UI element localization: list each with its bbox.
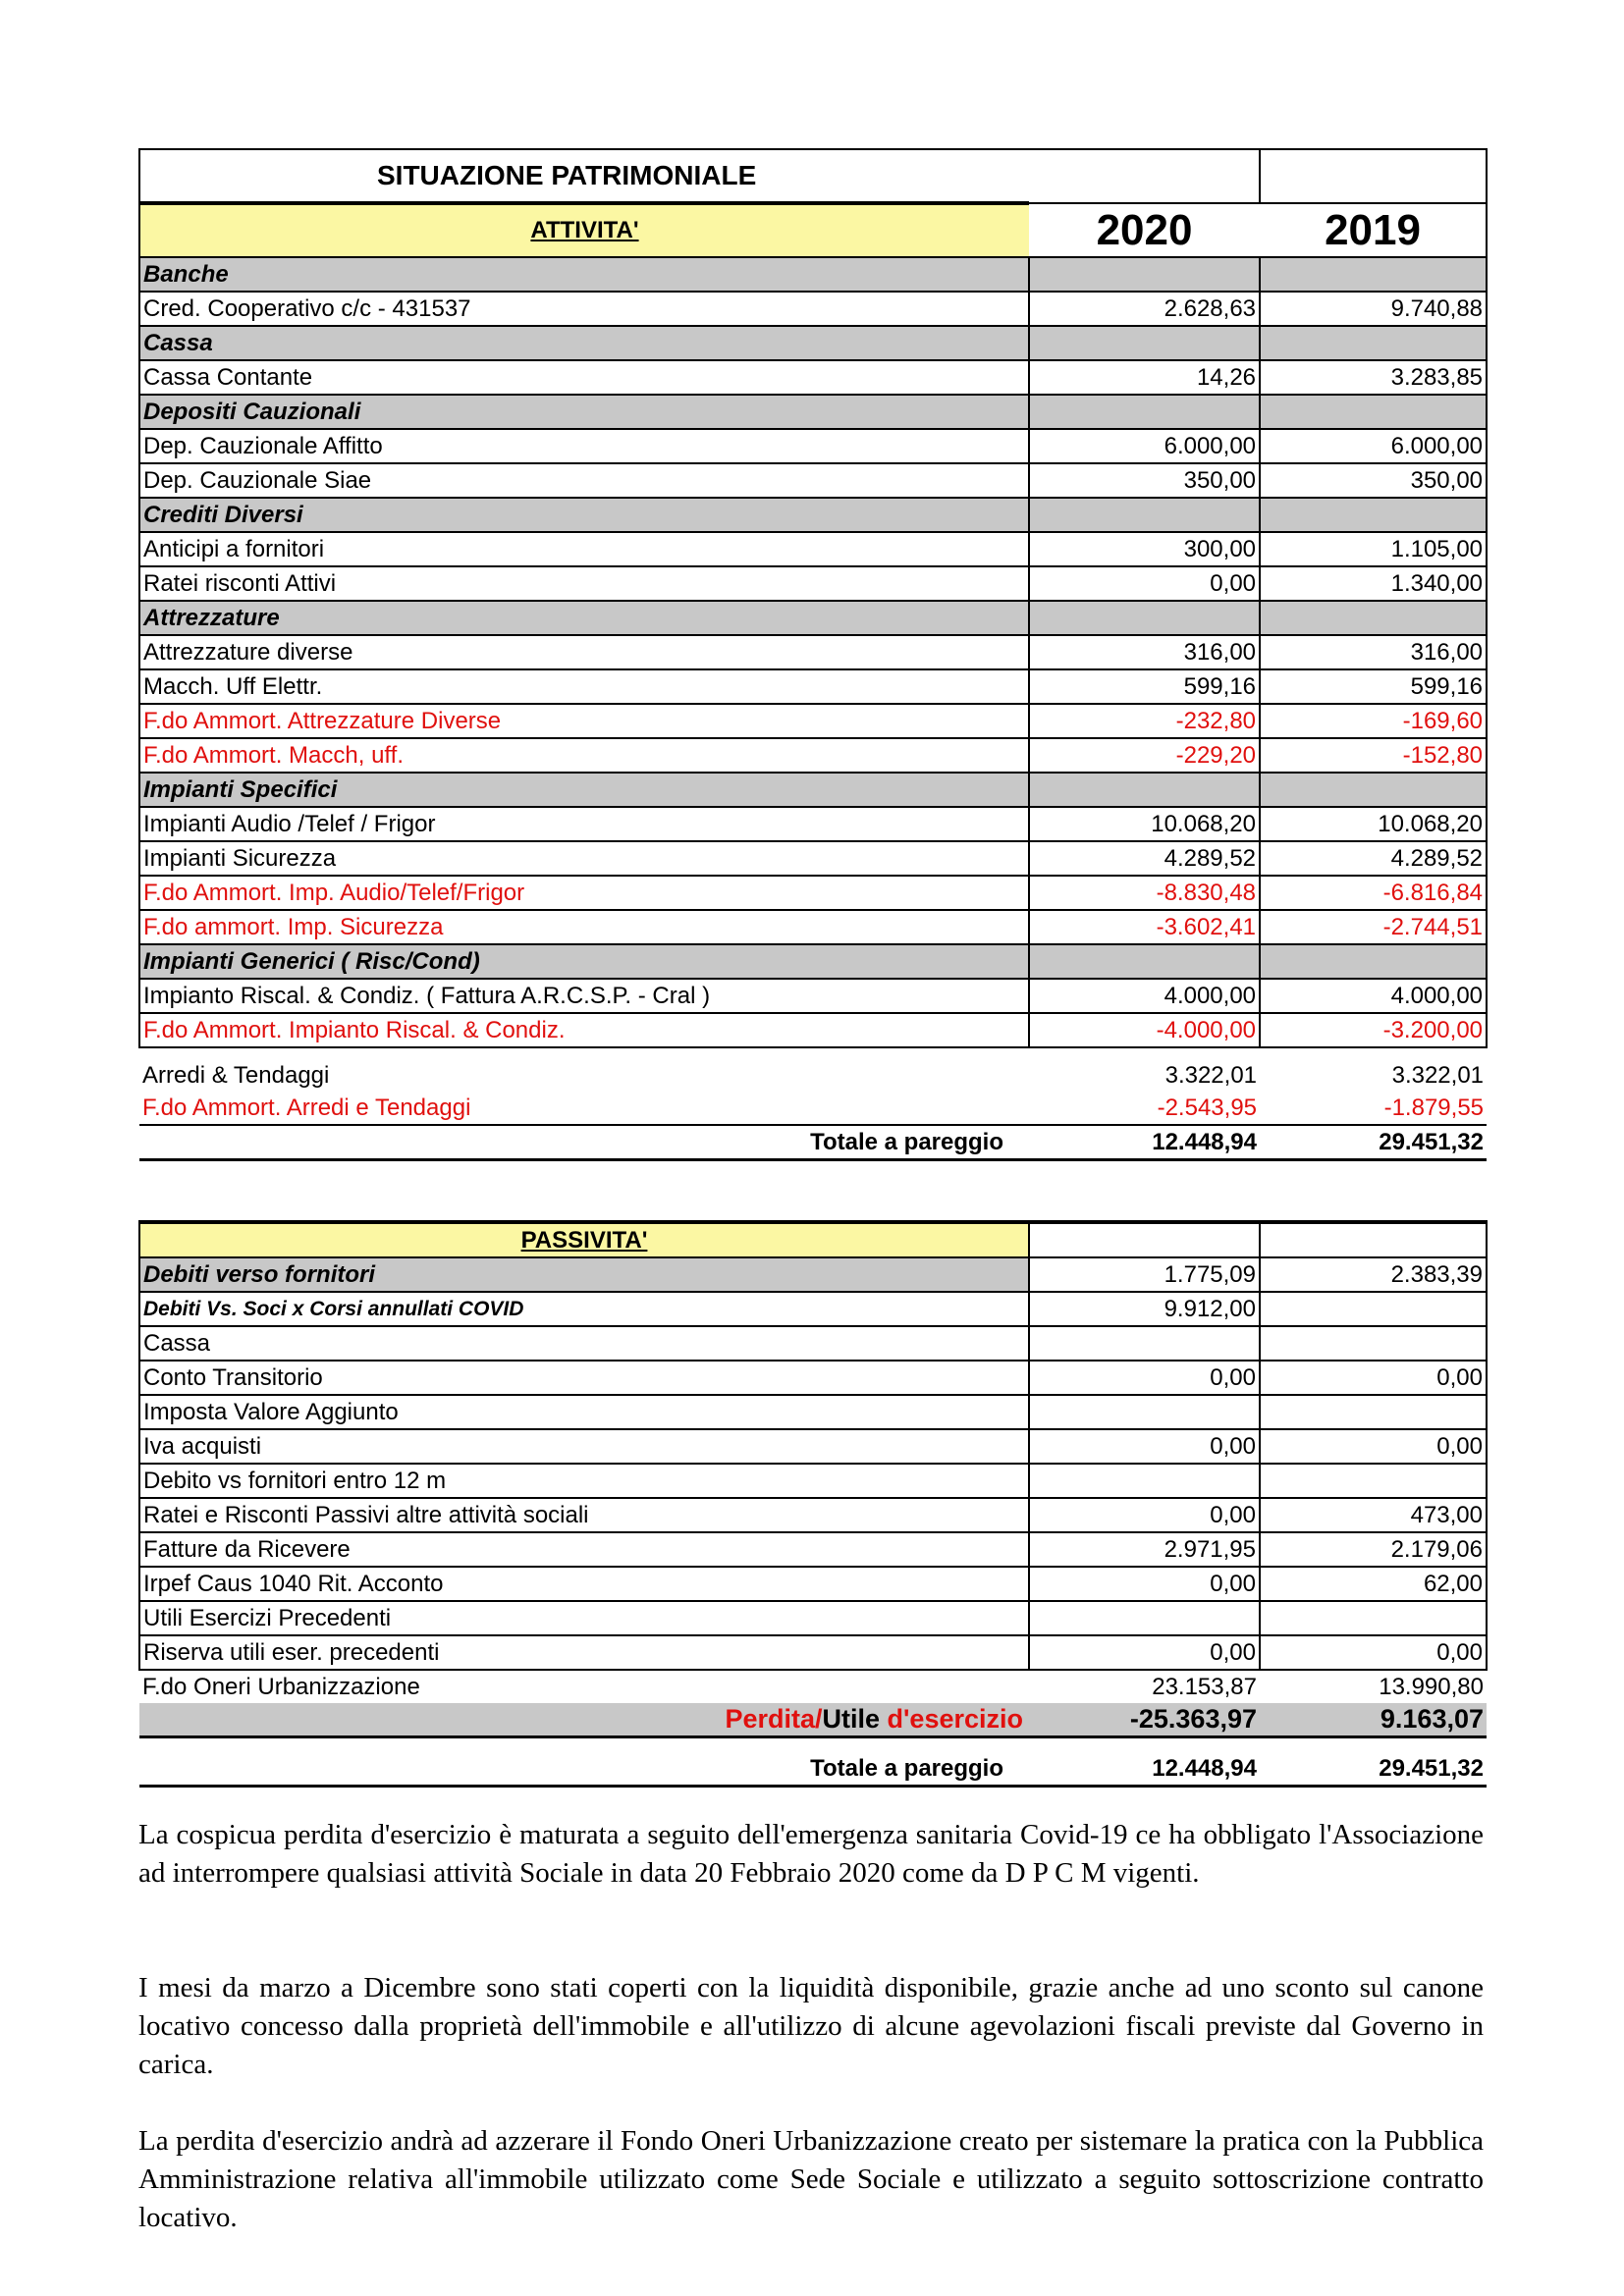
item-label: Impianti Audio /Telef / Frigor	[139, 807, 1029, 841]
item-label: Utili Esercizi Precedenti	[139, 1601, 1029, 1635]
total-2020: 12.448,94	[1029, 1125, 1260, 1160]
value-2020: 14,26	[1029, 360, 1260, 395]
item-label: Cassa Contante	[139, 360, 1029, 395]
section-label: Attrezzature	[139, 601, 1029, 635]
item-label: Dep. Cauzionale Siae	[139, 463, 1029, 498]
value-2020: -229,20	[1029, 738, 1260, 773]
value-2019: 4.289,52	[1260, 841, 1487, 876]
value-2020: 2.628,63	[1029, 292, 1260, 326]
value-2019: 9.740,88	[1260, 292, 1487, 326]
table-row	[139, 1670, 1487, 1703]
value-2020: 350,00	[1029, 463, 1260, 498]
table-row	[139, 532, 1487, 566]
attivita-header: ATTIVITA'	[139, 203, 1029, 257]
year-2020-header: 2020	[1029, 203, 1260, 257]
section-row	[139, 601, 1487, 635]
table-row	[139, 292, 1487, 326]
value-2020	[1029, 1464, 1260, 1498]
value-2020: 300,00	[1029, 532, 1260, 566]
item-label: Attrezzature diverse	[139, 635, 1029, 669]
value-2019: 316,00	[1260, 635, 1487, 669]
value-2020: 599,16	[1029, 669, 1260, 704]
table-row	[139, 1047, 1487, 1092]
note-paragraph-2: I mesi da marzo a Dicembre sono stati coperti con la liquidità disponibile, grazie anche ad uno sconto sul canone locativo concesso dalla proprietà dell'immobile e all'utilizzo di alcune agevolazioni fiscali previste dal Governo in carica.	[138, 1972, 1484, 2080]
section-label: Impianti Specifici	[139, 773, 1029, 807]
item-label: F.do Ammort. Arredi e Tendaggi	[139, 1092, 1029, 1125]
table-row	[139, 669, 1487, 704]
item-label: F.do Ammort. Macch, uff.	[139, 738, 1029, 773]
value-2019: -1.879,55	[1260, 1092, 1487, 1125]
table-row	[139, 1257, 1487, 1292]
section-empty-2020	[1029, 773, 1260, 807]
table-row	[139, 1532, 1487, 1567]
value-2019: 3.322,01	[1391, 1062, 1485, 1089]
section-empty-2019	[1260, 601, 1487, 635]
value-2019: -2.744,51	[1260, 910, 1487, 944]
value-2020: -4.000,00	[1029, 1013, 1260, 1047]
value-2019: 4.000,00	[1260, 979, 1487, 1013]
value-2019: 473,00	[1260, 1498, 1487, 1532]
balance-title: SITUAZIONE PATRIMONIALE	[139, 149, 1260, 203]
value-2020: -232,80	[1029, 704, 1260, 738]
value-2020: 23.153,87	[1152, 1674, 1257, 1700]
section-empty-2020	[1029, 601, 1260, 635]
section-row	[139, 498, 1487, 532]
item-label: F.do Ammort. Impianto Riscal. & Condiz.	[139, 1013, 1029, 1047]
value-2020	[1029, 1395, 1260, 1429]
section-label: Impianti Generici ( Risc/Cond)	[139, 944, 1029, 979]
value-2019: 13.990,80	[1379, 1674, 1484, 1700]
value-2019	[1260, 1601, 1487, 1635]
value-2019: 3.283,85	[1260, 360, 1487, 395]
result-label-suffix: d'esercizio	[880, 1704, 1023, 1734]
section-label: Cassa	[139, 326, 1029, 360]
table-row	[139, 1395, 1487, 1429]
item-label: Fatture da Ricevere	[139, 1532, 1029, 1567]
item-label: F.do ammort. Imp. Sicurezza	[139, 910, 1029, 944]
spacer	[139, 1737, 1029, 1753]
passivita-header-empty-2020	[1029, 1222, 1260, 1257]
section-empty-2019	[1260, 326, 1487, 360]
item-label: Irpef Caus 1040 Rit. Acconto	[139, 1567, 1029, 1601]
table-row	[139, 910, 1487, 944]
value-2019: 0,00	[1260, 1361, 1487, 1395]
item-label: Impianto Riscal. & Condiz. ( Fattura A.R.C.S.P. - Cral )	[139, 979, 1029, 1013]
item-label: Iva acquisti	[139, 1429, 1029, 1464]
value-2020: 2.971,95	[1029, 1532, 1260, 1567]
item-label: Cassa	[139, 1326, 1029, 1361]
item-label: Riserva utili eser. precedenti	[139, 1635, 1029, 1670]
passivita-header: PASSIVITA'	[139, 1222, 1029, 1257]
section-empty-2019	[1260, 498, 1487, 532]
value-2019: -6.816,84	[1260, 876, 1487, 910]
value-2019	[1260, 1326, 1487, 1361]
table-row	[139, 1429, 1487, 1464]
total-2019: 29.451,32	[1260, 1752, 1487, 1787]
item-label: Conto Transitorio	[139, 1361, 1029, 1395]
total-2020: 12.448,94	[1029, 1752, 1260, 1787]
section-label: Banche	[139, 257, 1029, 292]
value-2019: 599,16	[1260, 669, 1487, 704]
result-2019: 9.163,07	[1260, 1703, 1487, 1737]
section-row	[139, 257, 1487, 292]
item-label: Macch. Uff Elettr.	[139, 669, 1029, 704]
value-2019: -169,60	[1260, 704, 1487, 738]
table-row	[139, 876, 1487, 910]
total-row	[139, 1752, 1487, 1787]
value-2020	[1029, 1601, 1260, 1635]
year-2019-header: 2019	[1260, 203, 1487, 257]
table-row	[139, 360, 1487, 395]
value-2019: 10.068,20	[1260, 807, 1487, 841]
passivita-header-row	[139, 1222, 1487, 1257]
note-paragraph-3: La perdita d'esercizio andrà ad azzerare il Fondo Oneri Urbanizzazione creato per sistemare la pratica con la Pubblica Amministrazione relativa all'immobile utilizzato come Sede Sociale e utilizzato a seguito sottoscrizione contratto locativo.	[138, 2125, 1484, 2233]
section-empty-2020	[1029, 257, 1260, 292]
spacer	[1029, 1737, 1260, 1753]
value-2020: 1.775,09	[1029, 1257, 1260, 1292]
table-row	[139, 1635, 1487, 1670]
table-row	[139, 429, 1487, 463]
section-empty-2019	[1260, 257, 1487, 292]
item-label: Cred. Cooperativo c/c - 431537	[139, 292, 1029, 326]
value-2019: 1.340,00	[1260, 566, 1487, 601]
table-row	[139, 1361, 1487, 1395]
value-2020: 0,00	[1029, 1635, 1260, 1670]
spacer	[1260, 1737, 1487, 1753]
value-2019: -3.200,00	[1260, 1013, 1487, 1047]
section-row	[139, 326, 1487, 360]
value-2019: 62,00	[1260, 1567, 1487, 1601]
value-2020: 6.000,00	[1029, 429, 1260, 463]
value-2020: -8.830,48	[1029, 876, 1260, 910]
table-row	[139, 979, 1487, 1013]
table-row	[139, 566, 1487, 601]
value-2019	[1260, 1292, 1487, 1326]
value-2020: 0,00	[1029, 1361, 1260, 1395]
item-label: Debiti Vs. Soci x Corsi annullati COVID	[139, 1292, 1029, 1326]
value-2020: 4.289,52	[1029, 841, 1260, 876]
table-row	[139, 807, 1487, 841]
value-2019	[1260, 1395, 1487, 1429]
value-2020: 0,00	[1029, 1498, 1260, 1532]
value-2020	[1029, 1326, 1260, 1361]
table-row	[139, 463, 1487, 498]
section-label: Crediti Diversi	[139, 498, 1029, 532]
attivita-table	[138, 148, 1488, 1161]
value-2020: 4.000,00	[1029, 979, 1260, 1013]
total-label: Totale a pareggio	[139, 1752, 1029, 1787]
table-row	[139, 1092, 1487, 1125]
result-row	[139, 1703, 1487, 1737]
section-empty-2020	[1029, 326, 1260, 360]
value-2019: 350,00	[1260, 463, 1487, 498]
value-2019	[1260, 1464, 1487, 1498]
table-row	[139, 704, 1487, 738]
item-label: Impianti Sicurezza	[139, 841, 1029, 876]
table-row	[139, 1292, 1487, 1326]
value-2019: 2.179,06	[1260, 1532, 1487, 1567]
value-2020: -2.543,95	[1029, 1092, 1260, 1125]
passivita-header-empty-2019	[1260, 1222, 1487, 1257]
value-2020: -3.602,41	[1029, 910, 1260, 944]
balance-title-row	[139, 149, 1487, 203]
section-empty-2019	[1260, 773, 1487, 807]
attivita-header-row	[139, 203, 1487, 257]
value-2019: 0,00	[1260, 1635, 1487, 1670]
total-row	[139, 1125, 1487, 1160]
value-2019: 6.000,00	[1260, 429, 1487, 463]
item-label: Debiti verso fornitori	[139, 1257, 1029, 1292]
item-label: Dep. Cauzionale Affitto	[139, 429, 1029, 463]
section-row	[139, 395, 1487, 429]
value-2020: 316,00	[1029, 635, 1260, 669]
result-label	[139, 1703, 1029, 1737]
table-row	[139, 841, 1487, 876]
spacer-row	[139, 1737, 1487, 1753]
item-label: Imposta Valore Aggiunto	[139, 1395, 1029, 1429]
total-label: Totale a pareggio	[139, 1125, 1029, 1160]
passivita-table	[138, 1220, 1488, 1788]
total-2019: 29.451,32	[1260, 1125, 1487, 1160]
value-2019: -152,80	[1260, 738, 1487, 773]
table-row	[139, 1498, 1487, 1532]
item-label: F.do Ammort. Attrezzature Diverse	[139, 704, 1029, 738]
item-label: Ratei e Risconti Passivi altre attività sociali	[139, 1498, 1029, 1532]
result-2020: -25.363,97	[1029, 1703, 1260, 1737]
table-row	[139, 1464, 1487, 1498]
value-2020: 0,00	[1029, 1567, 1260, 1601]
note-paragraph-1: La cospicua perdita d'esercizio è maturata a seguito dell'emergenza sanitaria Covid-19 ce ha obbligato l'Associazione ad interrompere qualsiasi attività Sociale in data 20 Febbraio 2020 come da D P C M vigenti.	[138, 1819, 1484, 1889]
result-label-profit: Utile	[822, 1704, 881, 1734]
section-empty-2020	[1029, 498, 1260, 532]
section-label: Depositi Cauzionali	[139, 395, 1029, 429]
item-label: F.do Ammort. Imp. Audio/Telef/Frigor	[139, 876, 1029, 910]
value-2020: 0,00	[1029, 1429, 1260, 1464]
table-row	[139, 1326, 1487, 1361]
value-2020: 3.322,01	[1164, 1062, 1258, 1089]
value-2020: 0,00	[1029, 566, 1260, 601]
item-label: Arredi & Tendaggi	[142, 1062, 330, 1089]
value-2019: 1.105,00	[1260, 532, 1487, 566]
table-row	[139, 635, 1487, 669]
item-label: F.do Oneri Urbanizzazione	[142, 1674, 420, 1700]
value-2020: 9.912,00	[1029, 1292, 1260, 1326]
value-2019: 0,00	[1260, 1429, 1487, 1464]
section-empty-2020	[1029, 944, 1260, 979]
section-empty-2020	[1029, 395, 1260, 429]
table-row	[139, 1567, 1487, 1601]
section-empty-2019	[1260, 944, 1487, 979]
item-label: Debito vs fornitori entro 12 m	[139, 1464, 1029, 1498]
section-row	[139, 773, 1487, 807]
section-empty-2019	[1260, 395, 1487, 429]
value-2019: 2.383,39	[1260, 1257, 1487, 1292]
title-empty-cell	[1260, 149, 1487, 203]
item-label: Ratei risconti Attivi	[139, 566, 1029, 601]
table-row	[139, 1601, 1487, 1635]
item-label: Anticipi a fornitori	[139, 532, 1029, 566]
result-label-loss: Perdita/	[725, 1704, 823, 1734]
table-row	[139, 738, 1487, 773]
section-row	[139, 944, 1487, 979]
table-row	[139, 1013, 1487, 1047]
value-2020: 10.068,20	[1029, 807, 1260, 841]
